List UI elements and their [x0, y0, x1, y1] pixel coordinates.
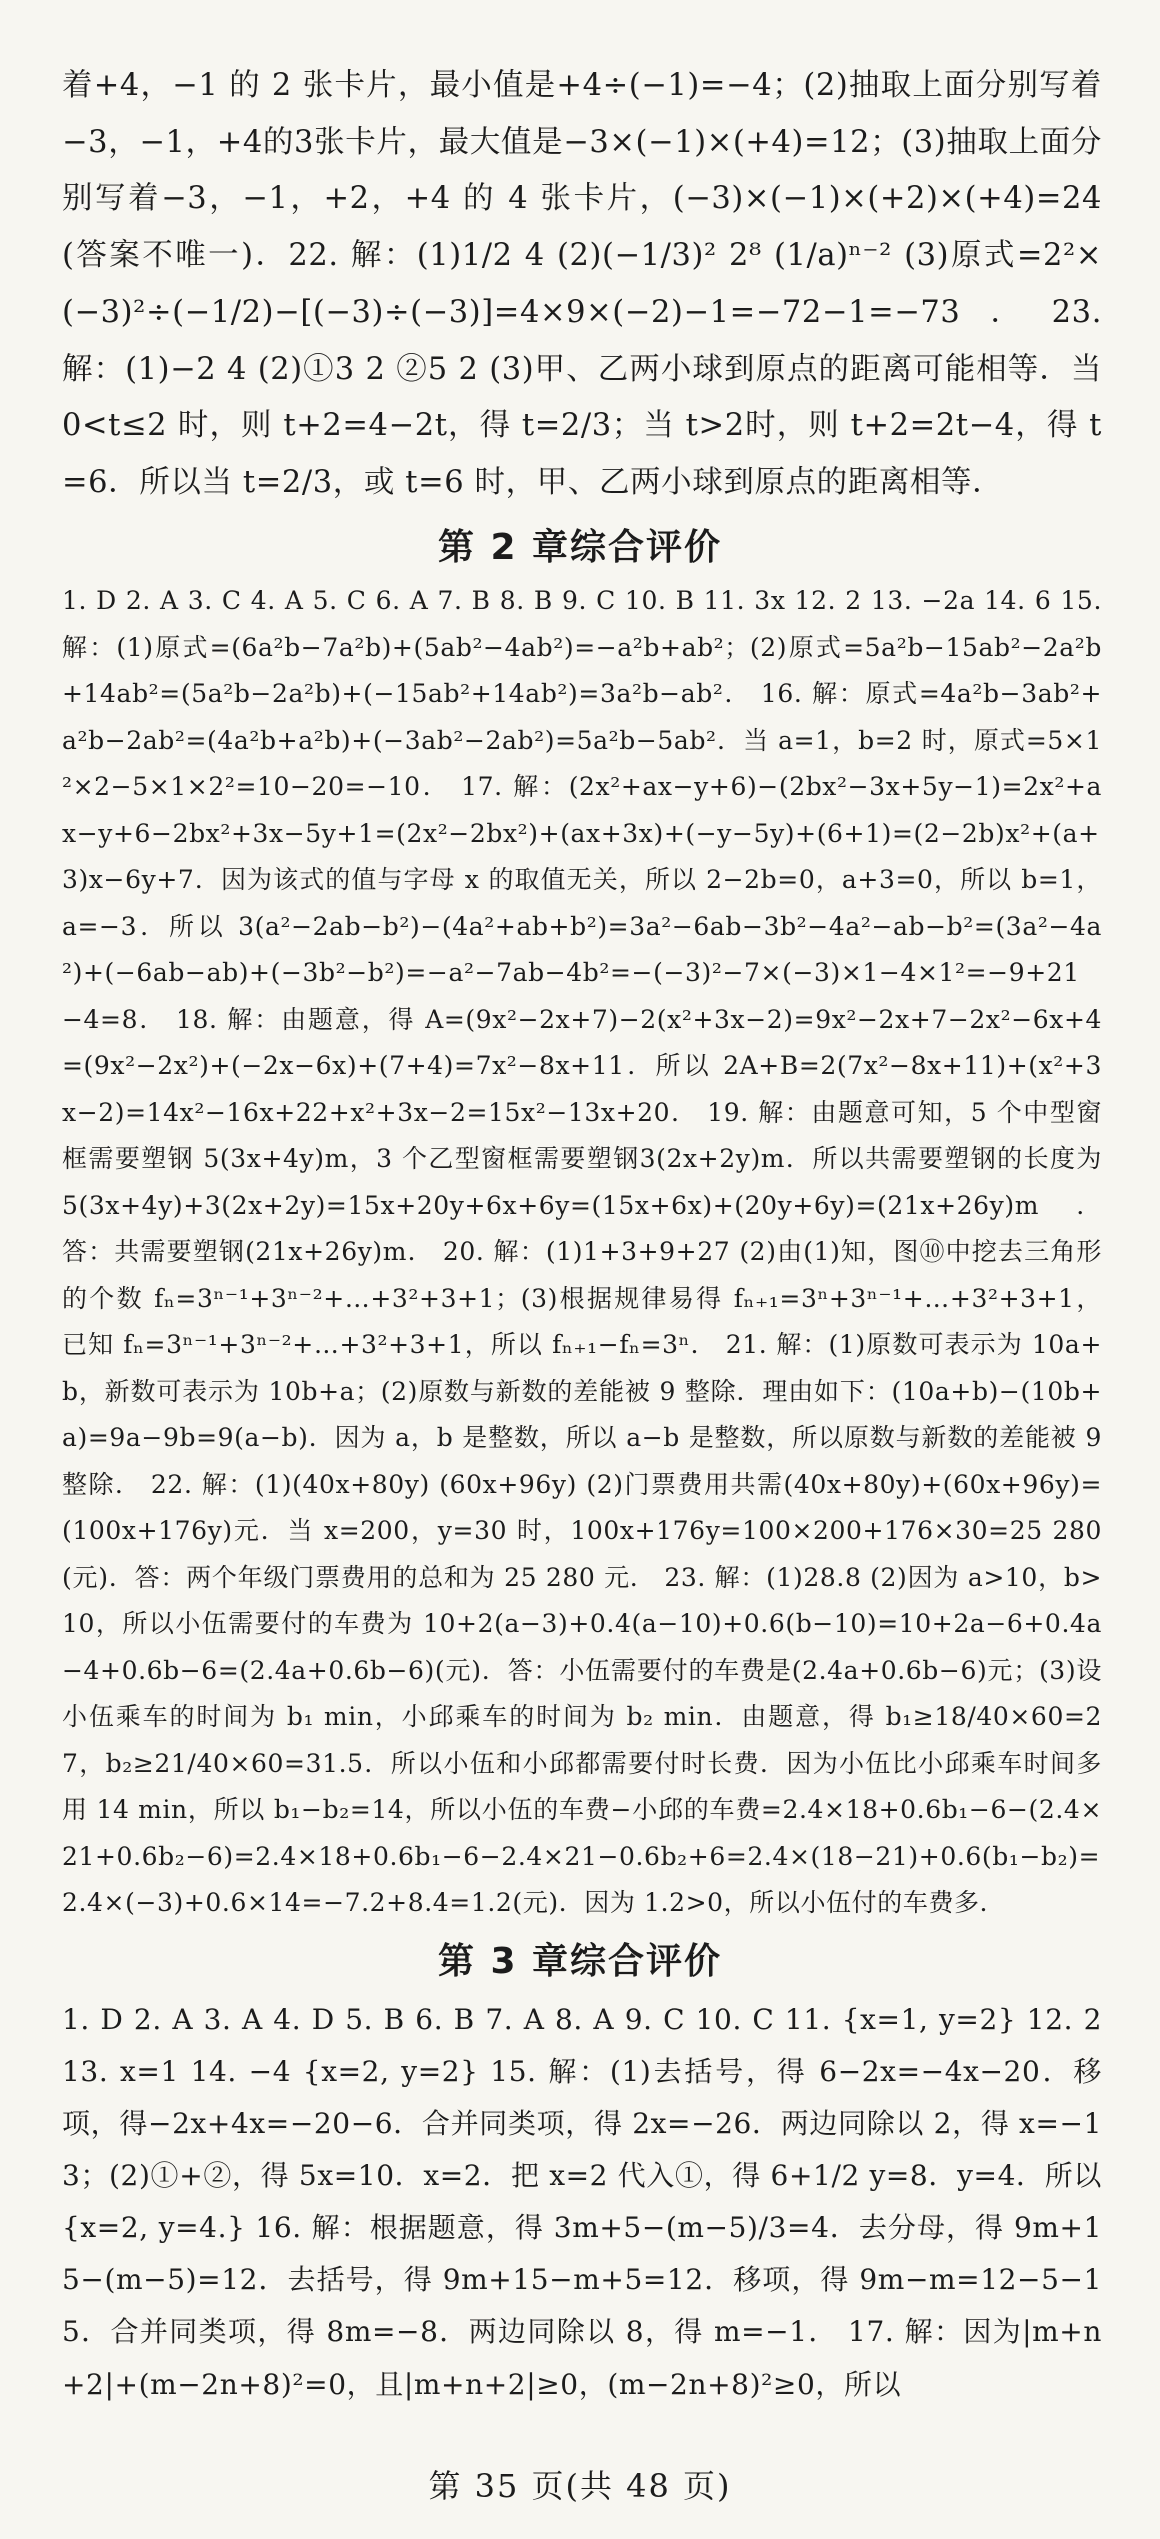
- answer-block-chapter2: 1. D 2. A 3. C 4. A 5. C 6. A 7. B 8. B 9. C 10. B 11. 3x 12. 2 13. −2a 14. 6 15. 解：(1)原式=(6a²b−7a²b)+(5ab²−4ab²)=−a²b+ab²；(2)原式=5a²b−15ab²−2a²b+14ab²=(5a²b−2a²b)+(−15ab²+14ab²)=3a²b−ab²． 16. 解：原式=4a²b−3ab²+a²b−2ab²=(4a²b+a²b)+(−3ab²−2ab²)=5a²b−5ab²．当 a=1，b=2 时，原式=5×1²×2−5×1×2²=10−20=−10． 17. 解：(2x²+ax−y+6)−(2bx²−3x+5y−1)=2x²+ax−y+6−2bx²+3x−5y+1=(2x²−2bx²)+(ax+3x)+(−y−5y)+(6+1)=(2−2b)x²+(a+3)x−6y+7．因为该式的值与字母 x 的取值无关，所以 2−2b=0，a+3=0，所以 b=1，a=−3．所以 3(a²−2ab−b²)−(4a²+ab+b²)=3a²−6ab−3b²−4a²−ab−b²=(3a²−4a²)+(−6ab−ab)+(−3b²−b²)=−a²−7ab−4b²=−(−3)²−7×(−3)×1−4×1²=−9+21−4=8． 18. 解：由题意，得 A=(9x²−2x+7)−2(x²+3x−2)=9x²−2x+7−2x²−6x+4=(9x²−2x²)+(−2x−6x)+(7+4)=7x²−8x+11．所以 2A+B=2(7x²−8x+11)+(x²+3x−2)=14x²−16x+22+x²+3x−2=15x²−13x+20． 19. 解：由题意可知，5 个中型窗框需要塑钢 5(3x+4y)m，3 个乙型窗框需要塑钢3(2x+2y)m．所以共需要塑钢的长度为 5(3x+4y)+3(2x+2y)=15x+20y+6x+6y=(15x+6x)+(20y+6y)=(21x+26y)m．答：共需要塑钢(21x+26y)m． 20. 解：(1)1+3+9+27 (2)由(1)知，图⑩中挖去三角形的个数 fₙ=3ⁿ⁻¹+3ⁿ⁻²+…+3²+3+1；(3)根据规律易得 fₙ₊₁=3ⁿ+3ⁿ⁻¹+…+3²+3+1，已知 fₙ=3ⁿ⁻¹+3ⁿ⁻²+…+3²+3+1，所以 fₙ₊₁−fₙ=3ⁿ． 21. 解：(1)原数可表示为 10a+b，新数可表示为 10b+a；(2)原数与新数的差能被 9 整除．理由如下：(10a+b)−(10b+a)=9a−9b=9(a−b)．因为 a，b 是整数，所以 a−b 是整数，所以原数与新数的差能被 9 整除． 22. 解：(1)(40x+80y) (60x+96y) (2)门票费用共需(40x+80y)+(60x+96y)=(100x+176y)元．当 x=200，y=30 时，100x+176y=100×200+176×30=25 280(元)．答：两个年级门票费用的总和为 25 280 元． 23. 解：(1)28.8 (2)因为 a>10，b>10，所以小伍需要付的车费为 10+2(a−3)+0.4(a−10)+0.6(b−10)=10+2a−6+0.4a−4+0.6b−6=(2.4a+0.6b−6)(元)．答：小伍需要付的车费是(2.4a+0.6b−6)元；(3)设小伍乘车的时间为 b₁ min，小邱乘车的时间为 b₂ min．由题意，得 b₁≥18/40×60=27，b₂≥21/40×60=31.5．所以小伍和小邱都需要付时长费．因为小伍比小邱乘车时间多用 14 min，所以 b₁−b₂=14，所以小伍的车费−小邱的车费=2.4×18+0.6b₁−6−(2.4×21+0.6b₂−6)=2.4×18+0.6b₁−6−2.4×21−0.6b₂+6=2.4×(18−21)+0.6(b₁−b₂)=2.4×(−3)+0.6×14=−7.2+8.4=1.2(元)．因为 1.2>0，所以小伍付的车费多．: [62, 586, 1102, 1917]
- page-number-footer: 第 35 页(共 48 页): [428, 2467, 732, 2505]
- section-heading-chapter2: 第 2 章综合评价: [437, 527, 723, 568]
- section-heading-chapter3: 第 3 章综合评价: [437, 1941, 723, 1982]
- answer-block-chapter3: 1. D 2. A 3. A 4. D 5. B 6. B 7. A 8. A 9. C 10. C 11. {x=1, y=2} 12. 2 13. x=1 14. −4 {x=2, y=2} 15. 解：(1)去括号，得 6−2x=−4x−20．移项，得−2x+4x=−20−6．合并同类项，得 2x=−26．两边同除以 2，得 x=−13；(2)①+②，得 5x=10．x=2．把 x=2 代入①，得 6+1/2 y=8．y=4．所以 {x=2, y=4.} 16. 解：根据题意，得 3m+5−(m−5)/3=4．去分母，得 9m+15−(m−5)=12．去括号，得 9m+15−m+5=12．移项，得 9m−m=12−5−15．合并同类项，得 8m=−8．两边同除以 8，得 m=−1． 17. 解：因为|m+n+2|+(m−2n+8)²=0，且|m+n+2|≥0，(m−2n+8)²≥0，所以: [62, 2003, 1102, 2401]
- answer-block-chapter1-tail: 着+4，−1 的 2 张卡片，最小值是+4÷(−1)=−4；(2)抽取上面分别写着−3，−1，+4的3张卡片，最大值是−3×(−1)×(+4)=12；(3)抽取上面分别写着−3，−1，+2，+4 的 4 张卡片，(−3)×(−1)×(+2)×(+4)=24(答案不唯一)．22. 解：(1)1/2 4 (2)(−1/3)² 2⁸ (1/a)ⁿ⁻² (3)原式=2²×(−3)²÷(−1/2)−[(−3)÷(−3)]=4×9×(−2)−1=−72−1=−73．23. 解：(1)−2 4 (2)①3 2 ②5 2 (3)甲、乙两小球到原点的距离可能相等．当 0<t≤2 时，则 t+2=4−2t，得 t=2/3；当 t>2时，则 t+2=2t−4，得 t=6．所以当 t=2/3，或 t=6 时，甲、乙两小球到原点的距离相等．: [62, 68, 1102, 501]
